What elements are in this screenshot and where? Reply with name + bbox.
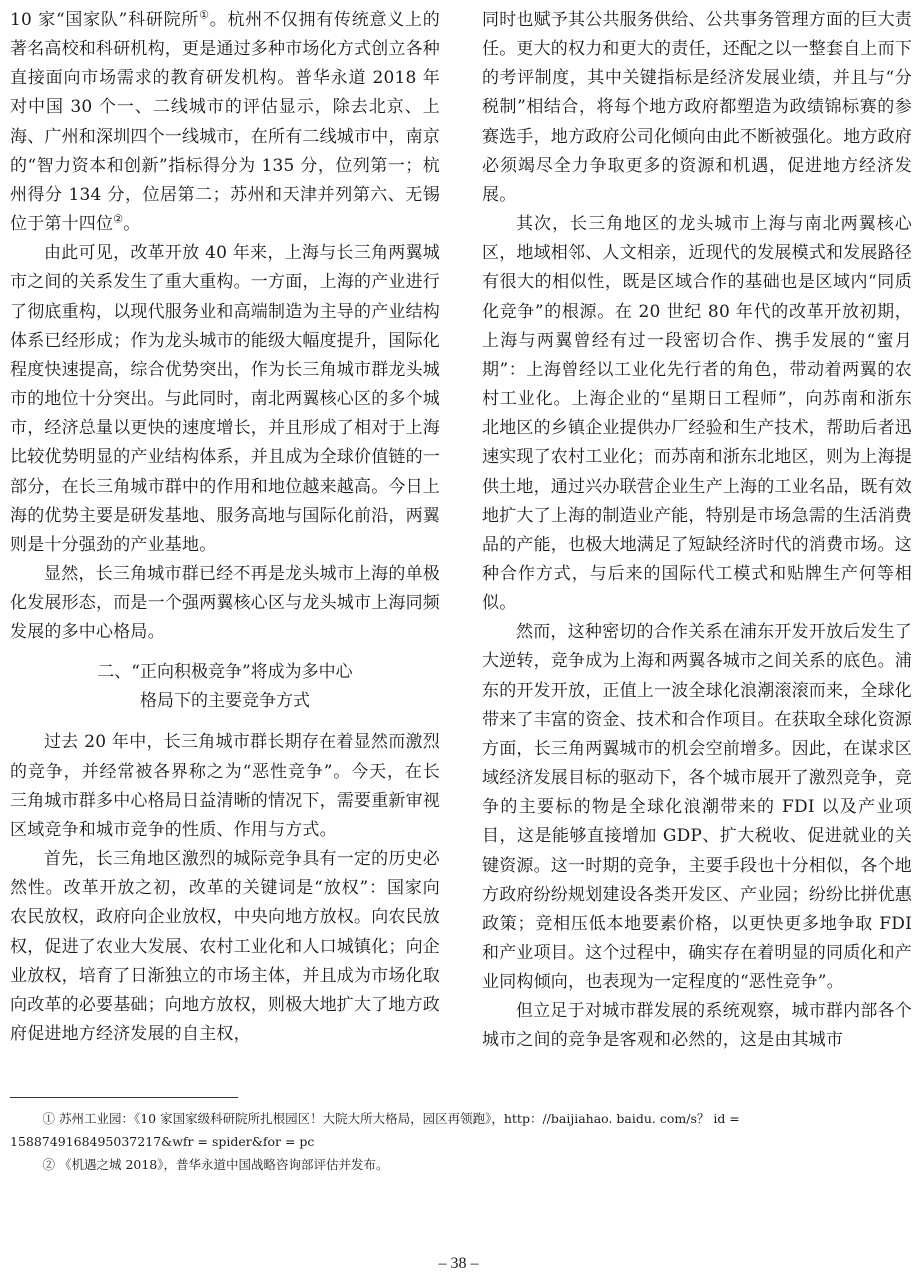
- paragraph-text: 10 家“国家队”科研院所: [10, 10, 200, 30]
- left-column: [10, 6, 440, 1049]
- footnotes: [10, 1107, 910, 1176]
- paragraph: 但立足于对城市群发展的系统观察，城市群内部各个城市之间的竞争是客观和必然的，这是由其城市: [482, 1001, 912, 1051]
- footnote-2: ② 《机遇之城 2018》，普华永道中国战略咨询部评估并发布。: [42, 1157, 389, 1172]
- section-heading-line: 格局下的主要竞争方式: [140, 691, 310, 712]
- paragraph-text: 。: [123, 214, 141, 235]
- footnote-1: ① 苏州工业园：《10 家国家级科研院所扎根园区！大院大所大格局，园区再领跑》，http：//baijiahao. baidu. com/s？ id = 1588749168495037217&wfr = spider&for = pc: [10, 1111, 740, 1149]
- paragraph: 过去 20 年中，长三角城市群长期存在着显然而激烈的竞争，并经常被各界称之为“恶性竞争”。今天，在长三角城市群多中心格局日益清晰的情况下，需要重新审视区域竞争和城市竞争的性质、作用与方式。: [10, 732, 440, 840]
- section-heading-line: 二、“正向积极竞争”将成为多中心: [97, 662, 353, 683]
- paragraph: 其次，长三角地区的龙头城市上海与南北两翼核心区，地域相邻、人文相亲，近现代的发展模式和发展路径有很大的相似性，既是区域合作的基础也是区域内“同质化竞争”的根源。在 20 世纪 80 年代的改革开放初期，上海与两翼曾经有过一段密切合作、携手发展的“蜜月期”：上海曾经以工业化先行者的角色，带动着两翼的农村工业化。上海企业的“星期日工程师”，向苏南和浙东北地区的乡镇企业提供办厂经验和生产技术，帮助后者迅速实现了农村工业化；而苏南和浙东北地区，则为上海提供土地，通过兴办联营企业生产上海的工业名品，既有效地扩大了上海的制造业产能，特别是市场急需的生活消费品的产能，也极大地满足了短缺经济时代的消费市场。这种合作方式，与后来的国际代工模式和贴牌生产何等相似。: [482, 214, 912, 614]
- right-column: [482, 6, 912, 1056]
- paragraph: 显然，长三角城市群已经不再是龙头城市上海的单极化发展形态，而是一个强两翼核心区与龙头城市上海同频发展的多中心格局。: [10, 563, 440, 643]
- paragraph-text: 。杭州不仅拥有传统意义上的著名高校和科研机构，更是通过多种市场化方式创立各种直接面向市场需求的教育研发机构。普华永道 2018 年对中国 30 个一、二线城市的评估显示，除去北京、上海、广州和深圳四个一线城市，在所有二线城市中，南京的“智力资本和创新”指标得分为 135 分，位列第一；杭州得分 134 分，位居第二；苏州和天津并列第六、无锡位于第十四位: [10, 10, 440, 235]
- footnote-ref-1[interactable]: ①: [199, 8, 210, 22]
- paragraph: 同时也赋予其公共服务供给、公共事务管理方面的巨大责任。更大的权力和更大的责任，还配之以一整套自上而下的考评制度，其中关键指标是经济发展业绩，并且与“分税制”相结合，将每个地方政府都塑造为政绩锦标赛的参赛选手，地方政府公司化倾向由此不断被强化。地方政府必须竭尽全力争取更多的资源和机遇，促进地方经济发展。: [482, 10, 912, 205]
- paragraph: [10, 6, 440, 239]
- paragraph: 然而，这种密切的合作关系在浦东开发开放后发生了大逆转，竞争成为上海和两翼各城市之间关系的底色。浦东的开发开放，正值上一波全球化浪潮滚滚而来，全球化带来了丰富的资金、技术和合作项目。在获取全球化资源方面，长三角两翼城市的机会空前增多。因此，在谋求区域经济发展目标的驱动下，各个城市展开了激烈竞争，竞争的主要标的物是全球化浪潮带来的 FDI 以及产业项目，这是能够直接增加 GDP、扩大税收、促进就业的关键资源。这一时期的竞争，主要手段也十分相似，各个地方政府纷纷规划建设各类开发区、产业园；纷纷比拼优惠政策；竞相压低本地要素价格，以更快更多地争取 FDI 和产业项目。这个过程中，确实存在着明显的同质化和产业同构倾向，也表现为一定程度的“恶性竞争”。: [482, 622, 912, 993]
- paragraph: 首先，长三角地区激烈的城际竞争具有一定的历史必然性。改革开放之初，改革的关键词是“放权”：国家向农民放权，政府向企业放权，中央向地方放权。向农民放权，促进了农业大发展、农村工业化和人口城镇化；向企业放权，培育了日渐独立的市场主体，并且成为市场化取向改革的必要基础；向地方放权，则极大地扩大了地方政府促进地方经济发展的自主权，: [10, 849, 440, 1044]
- paragraph: 由此可见，改革开放 40 年来，上海与长三角两翼城市之间的关系发生了重大重构。一方面，上海的产业进行了彻底重构，以现代服务业和高端制造为主导的产业结构体系已经形成；作为龙头城市的能级大幅度提升，国际化程度快速提高，综合优势突出，作为长三角城市群龙头城市的地位十分突出。与此同时，南北两翼核心区的多个城市，经济总量以更快的速度增长，并且形成了相对于上海比较优势明显的产业结构体系，并且成为全球价值链的一部分，在长三角城市群中的作用和地位越来越高。今日上海的优势主要是研发基地、服务高地与国际化前沿，两翼则是十分强劲的产业基地。: [10, 243, 440, 555]
- footnote-ref-2[interactable]: ②: [113, 212, 124, 226]
- section-heading: [10, 658, 440, 716]
- page-number: – 38 –: [438, 1255, 479, 1272]
- footnote-divider: [10, 1097, 238, 1098]
